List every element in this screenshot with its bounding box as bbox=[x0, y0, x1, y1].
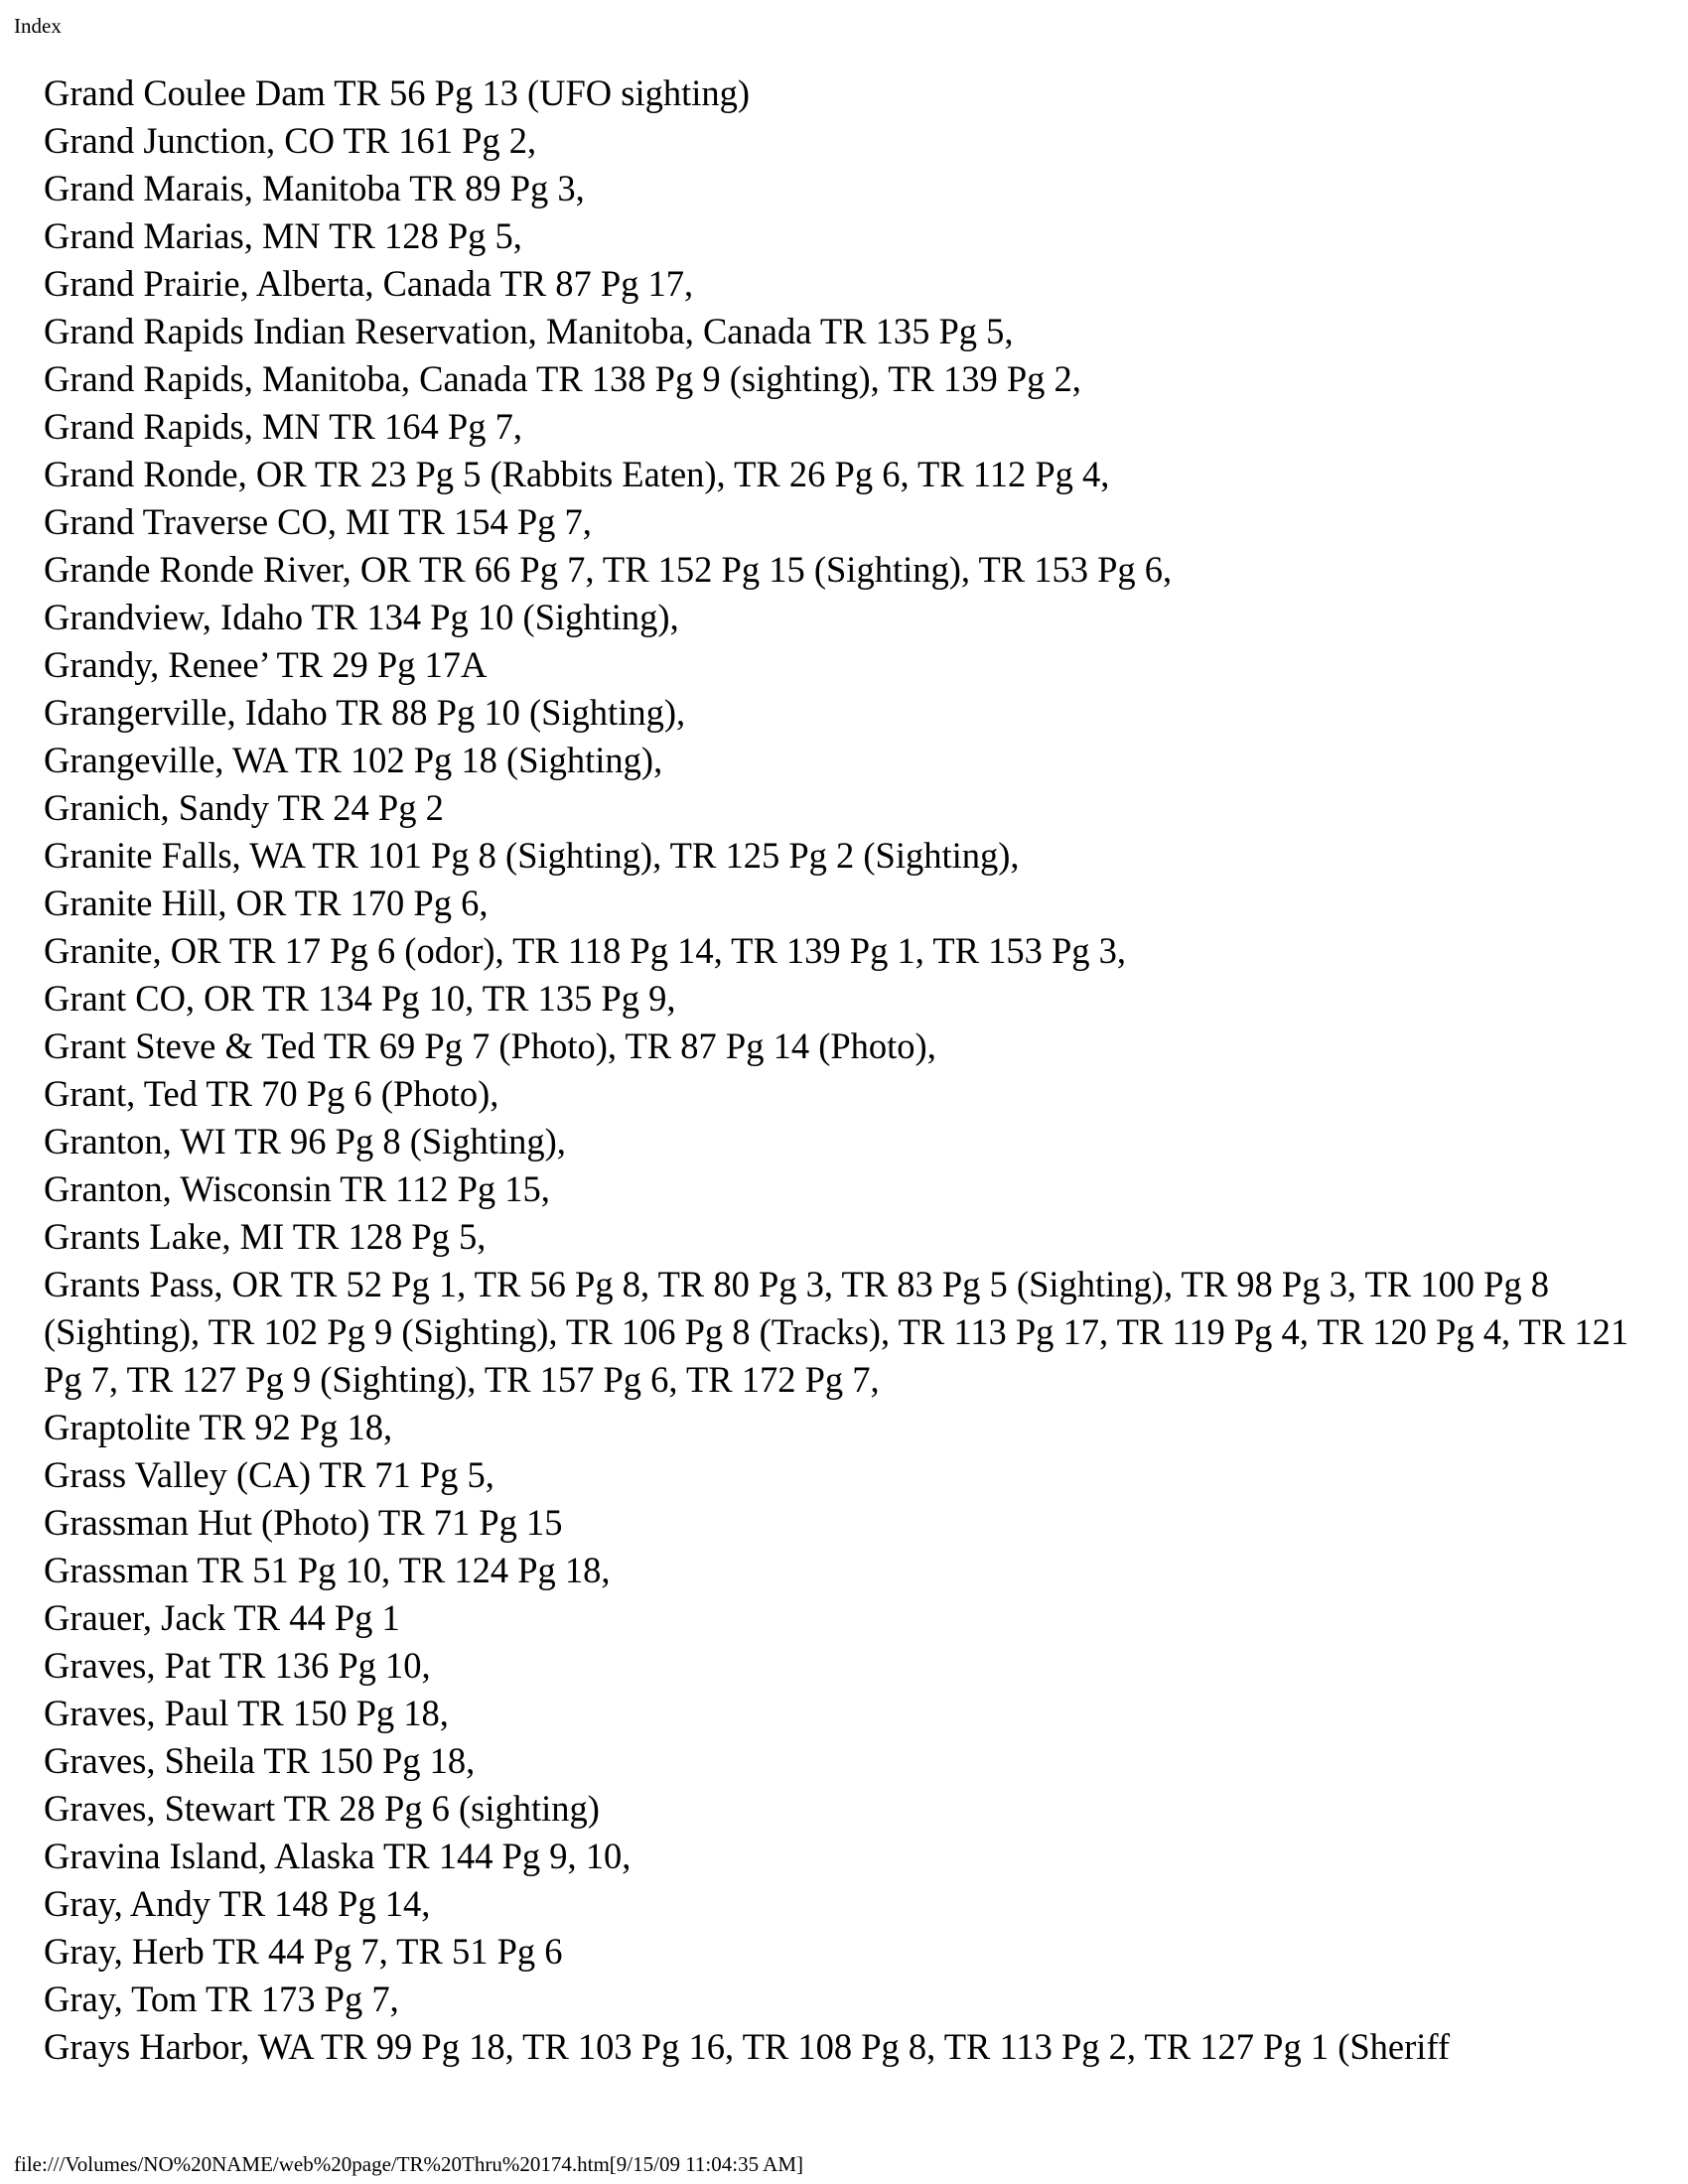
index-entry: Grauer, Jack TR 44 Pg 1 bbox=[44, 1597, 400, 1638]
index-entry: Grandview, Idaho TR 134 Pg 10 (Sighting), bbox=[44, 597, 679, 637]
index-entry: Grand Junction, CO TR 161 Pg 2, bbox=[44, 120, 537, 161]
index-entry: Grays Harbor, WA TR 99 Pg 18, TR 103 Pg 16, TR 108 Pg 8, TR 113 Pg 2, TR 127 Pg 1 (Sheriff bbox=[44, 2026, 1451, 2067]
index-entry: Graves, Pat TR 136 Pg 10, bbox=[44, 1645, 431, 1686]
page-footer-url: file:///Volumes/NO%20NAME/web%20page/TR%20Thru%20174.htm[9/15/09 11:04:35 AM] bbox=[14, 2152, 804, 2176]
index-entry: Grant CO, OR TR 134 Pg 10, TR 135 Pg 9, bbox=[44, 978, 676, 1019]
index-entry: Grande Ronde River, OR TR 66 Pg 7, TR 152 Pg 15 (Sighting), TR 153 Pg 6, bbox=[44, 549, 1173, 590]
index-entry: Granite Hill, OR TR 170 Pg 6, bbox=[44, 883, 489, 923]
index-entry: Granich, Sandy TR 24 Pg 2 bbox=[44, 787, 444, 828]
index-entry: Grand Coulee Dam TR 56 Pg 13 (UFO sighting) bbox=[44, 72, 751, 113]
index-entry: Grandy, Renee’ TR 29 Pg 17A bbox=[44, 644, 488, 685]
index-entry: Grassman Hut (Photo) TR 71 Pg 15 bbox=[44, 1502, 563, 1543]
index-entry: Graves, Stewart TR 28 Pg 6 (sighting) bbox=[44, 1788, 600, 1829]
index-entry: Graves, Paul TR 150 Pg 18, bbox=[44, 1693, 449, 1733]
index-entry: Grand Rapids Indian Reservation, Manitoba, Canada TR 135 Pg 5, bbox=[44, 311, 1014, 351]
index-entry: Grassman TR 51 Pg 10, TR 124 Pg 18, bbox=[44, 1550, 611, 1590]
index-entry: Gray, Andy TR 148 Pg 14, bbox=[44, 1883, 431, 1924]
index-entry: Grand Marais, Manitoba TR 89 Pg 3, bbox=[44, 168, 585, 208]
index-entry: Grangeville, WA TR 102 Pg 18 (Sighting), bbox=[44, 740, 663, 780]
index-list bbox=[44, 69, 1672, 2071]
index-entry: Gravina Island, Alaska TR 144 Pg 9, 10, bbox=[44, 1836, 632, 1876]
page-header-title: Index bbox=[14, 14, 62, 38]
index-entry: Granite Falls, WA TR 101 Pg 8 (Sighting), TR 125 Pg 2 (Sighting), bbox=[44, 835, 1020, 876]
index-entry: Grass Valley (CA) TR 71 Pg 5, bbox=[44, 1454, 494, 1495]
index-entry: Grand Ronde, OR TR 23 Pg 5 (Rabbits Eaten), TR 26 Pg 6, TR 112 Pg 4, bbox=[44, 454, 1110, 494]
index-entry: Grand Prairie, Alberta, Canada TR 87 Pg 17, bbox=[44, 263, 694, 304]
index-entry: Grangerville, Idaho TR 88 Pg 10 (Sighting), bbox=[44, 692, 686, 733]
index-entry: Grand Marias, MN TR 128 Pg 5, bbox=[44, 215, 522, 256]
index-entry: Grand Traverse CO, MI TR 154 Pg 7, bbox=[44, 501, 592, 542]
index-entry: Grant Steve & Ted TR 69 Pg 7 (Photo), TR 87 Pg 14 (Photo), bbox=[44, 1025, 936, 1066]
index-entry: Graptolite TR 92 Pg 18, bbox=[44, 1407, 393, 1447]
index-entry: Grand Rapids, MN TR 164 Pg 7, bbox=[44, 406, 522, 447]
index-entry: Granton, Wisconsin TR 112 Pg 15, bbox=[44, 1168, 550, 1209]
index-entry: Grants Lake, MI TR 128 Pg 5, bbox=[44, 1216, 487, 1257]
index-entry: Grand Rapids, Manitoba, Canada TR 138 Pg 9 (sighting), TR 139 Pg 2, bbox=[44, 358, 1081, 399]
index-entry: Graves, Sheila TR 150 Pg 18, bbox=[44, 1740, 476, 1781]
index-entry: Gray, Herb TR 44 Pg 7, TR 51 Pg 6 bbox=[44, 1931, 563, 1972]
index-entry: Granton, WI TR 96 Pg 8 (Sighting), bbox=[44, 1121, 566, 1161]
index-entry: Grant, Ted TR 70 Pg 6 (Photo), bbox=[44, 1073, 499, 1114]
index-entry: Gray, Tom TR 173 Pg 7, bbox=[44, 1979, 399, 2019]
index-entry: Granite, OR TR 17 Pg 6 (odor), TR 118 Pg 14, TR 139 Pg 1, TR 153 Pg 3, bbox=[44, 930, 1127, 971]
index-entry: Grants Pass, OR TR 52 Pg 1, TR 56 Pg 8, TR 80 Pg 3, TR 83 Pg 5 (Sighting), TR 98 Pg 3, TR 100 Pg 8 (Sighting), TR 102 Pg 9 (Sighting), TR 106 Pg 8 (Tracks), TR 113 Pg 17, TR 119 Pg 4, TR 120 Pg 4, TR 121 Pg 7, TR 127 Pg 9 (Sighting), TR 157 Pg 6, TR 172 Pg 7, bbox=[44, 1264, 1629, 1400]
